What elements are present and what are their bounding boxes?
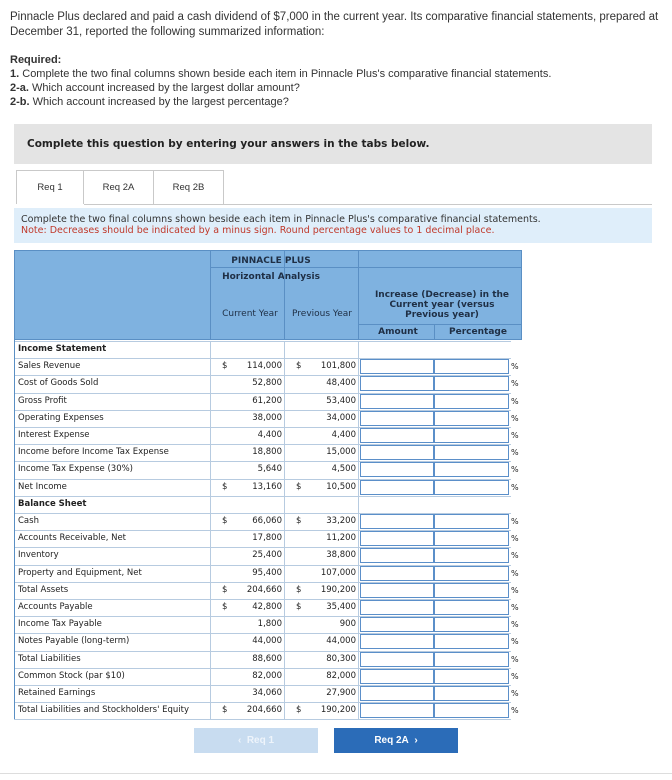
previous-year-value: 35,400 xyxy=(326,602,356,612)
percent-sign: % xyxy=(511,431,519,440)
row-label: Property and Equipment, Net xyxy=(18,567,142,578)
percent-sign: % xyxy=(511,706,519,716)
percentage-input[interactable] xyxy=(434,359,509,374)
percent-sign: % xyxy=(511,620,519,630)
current-year-value: 4,400 xyxy=(257,430,282,440)
col-current-year: Current Year xyxy=(222,309,278,319)
percentage-input[interactable] xyxy=(434,480,509,495)
header-divider xyxy=(210,267,522,268)
previous-year-value: 10,500 xyxy=(326,481,356,492)
percent-sign: % xyxy=(511,517,519,526)
percentage-input[interactable] xyxy=(434,634,509,649)
percentage-input[interactable] xyxy=(434,514,509,529)
percent-sign: % xyxy=(511,396,519,406)
percentage-input[interactable] xyxy=(434,583,509,598)
current-year-value: 88,600 xyxy=(252,653,282,664)
required-text: Which account increased by the largest percentage? xyxy=(29,96,289,108)
previous-year-value: 4,400 xyxy=(331,430,356,440)
amount-input[interactable] xyxy=(360,686,434,701)
row-label: Income Tax Expense (30%) xyxy=(18,464,134,475)
previous-year-value: 190,200 xyxy=(320,705,356,716)
previous-year-value: 27,900 xyxy=(326,688,356,698)
tab-req-2b[interactable]: Req 2B xyxy=(154,170,224,204)
percent-sign: % xyxy=(511,654,519,664)
required-num: 2-b. xyxy=(10,96,30,108)
required-num: 1. xyxy=(10,68,20,80)
percentage-input[interactable] xyxy=(434,652,509,667)
amount-input[interactable] xyxy=(360,548,434,563)
previous-year-value: 53,400 xyxy=(326,395,356,406)
percentage-input[interactable] xyxy=(434,376,509,391)
row-divider xyxy=(14,719,511,720)
current-year-value: 204,660 xyxy=(246,584,282,595)
amount-input[interactable] xyxy=(360,617,434,632)
percent-sign: % xyxy=(511,689,519,698)
next-button-label: Req 2A xyxy=(374,735,409,746)
amount-input[interactable] xyxy=(360,514,434,529)
section-balance-sheet: Balance Sheet xyxy=(18,498,87,509)
dollar-sign: $ xyxy=(296,481,302,492)
previous-year-value: 15,000 xyxy=(326,447,356,458)
row-label: Sales Revenue xyxy=(18,361,81,372)
header-divider xyxy=(210,250,211,340)
amount-input[interactable] xyxy=(360,376,434,391)
row-label: Total Liabilities xyxy=(18,653,81,664)
previous-year-value: 11,200 xyxy=(326,533,356,544)
previous-year-value: 34,000 xyxy=(326,412,356,423)
percentage-input[interactable] xyxy=(434,411,509,426)
instruction-text: Complete the two final columns shown beside each item in Pinnacle Plus's comparative financial statements. xyxy=(21,214,541,225)
previous-year-value: 101,800 xyxy=(320,361,356,372)
row-label: Notes Payable (long-term) xyxy=(18,636,130,647)
percent-sign: % xyxy=(511,482,519,492)
amount-input[interactable] xyxy=(360,634,434,649)
row-label: Retained Earnings xyxy=(18,688,96,698)
amount-input[interactable] xyxy=(360,703,434,718)
header-divider xyxy=(358,250,359,340)
percent-sign: % xyxy=(511,534,519,544)
table-header xyxy=(14,250,522,340)
amount-input[interactable] xyxy=(360,428,434,443)
percentage-input[interactable] xyxy=(434,703,509,718)
report-subtitle: Horizontal Analysis xyxy=(222,272,320,282)
required-num: 2-a. xyxy=(10,82,29,94)
column-divider xyxy=(358,341,359,719)
previous-year-value: 33,200 xyxy=(326,516,356,526)
required-item-2b xyxy=(10,95,551,109)
current-year-value: 66,060 xyxy=(252,516,282,526)
tab-req-2a[interactable]: Req 2A xyxy=(84,170,154,204)
dollar-sign: $ xyxy=(296,584,302,595)
row-label: Income Tax Payable xyxy=(18,619,102,630)
current-year-value: 42,800 xyxy=(252,602,282,612)
problem-intro: Pinnacle Plus declared and paid a cash dividend of $7,000 in the current year. Its comparative financial statements, prepared at December 31, reported the following summarized information: xyxy=(10,11,659,38)
required-text: Which account increased by the largest dollar amount? xyxy=(28,82,300,94)
section-income-statement: Income Statement xyxy=(18,344,107,354)
row-label: Total Liabilities and Stockholders' Equity xyxy=(18,705,190,716)
amount-input[interactable] xyxy=(360,480,434,495)
dollar-sign: $ xyxy=(222,705,228,716)
previous-year-value: 82,000 xyxy=(326,670,356,681)
current-year-value: 82,000 xyxy=(252,670,282,681)
amount-input[interactable] xyxy=(360,411,434,426)
chevron-left-icon: ‹ xyxy=(237,735,247,746)
row-divider xyxy=(14,341,511,342)
row-label: Accounts Payable xyxy=(18,602,93,612)
percentage-input[interactable] xyxy=(434,600,509,615)
current-year-value: 61,200 xyxy=(252,395,282,406)
percent-sign: % xyxy=(511,585,519,595)
amount-input[interactable] xyxy=(360,566,434,581)
percentage-input[interactable] xyxy=(434,548,509,563)
dollar-sign: $ xyxy=(296,361,302,372)
amount-input[interactable] xyxy=(360,445,434,460)
row-label: Accounts Receivable, Net xyxy=(18,533,127,544)
column-divider xyxy=(210,341,211,719)
previous-year-value: 80,300 xyxy=(326,653,356,664)
prev-button-label: Req 1 xyxy=(246,735,275,746)
current-year-value: 44,000 xyxy=(252,636,282,647)
amount-input[interactable] xyxy=(360,359,434,374)
col-percentage: Percentage xyxy=(449,327,507,337)
percentage-input[interactable] xyxy=(434,617,509,632)
row-label: Interest Expense xyxy=(18,430,90,440)
row-divider xyxy=(14,496,511,497)
row-label: Common Stock (par $10) xyxy=(18,670,125,681)
percentage-input[interactable] xyxy=(434,462,509,477)
tab-bar xyxy=(16,170,224,204)
required-item-1 xyxy=(10,67,551,81)
current-year-value: 25,400 xyxy=(252,550,282,561)
col-amount: Amount xyxy=(378,327,418,337)
prev-tab-button[interactable] xyxy=(194,728,318,753)
percentage-input[interactable] xyxy=(434,566,509,581)
percent-sign: % xyxy=(511,362,519,372)
col-previous-year: Previous Year xyxy=(292,309,352,319)
current-year-value: 38,000 xyxy=(252,412,282,423)
row-label: Cost of Goods Sold xyxy=(18,378,99,389)
row-label: Net Income xyxy=(18,481,67,492)
amount-input[interactable] xyxy=(360,462,434,477)
amount-input[interactable] xyxy=(360,531,434,546)
previous-year-value: 107,000 xyxy=(320,567,356,578)
current-year-value: 17,800 xyxy=(252,533,282,544)
table-border xyxy=(14,250,15,719)
page-bottom-divider xyxy=(0,773,672,774)
answer-banner: Complete this question by entering your answers in the tabs below. xyxy=(14,124,652,164)
percent-sign: % xyxy=(511,465,519,475)
row-label: Total Assets xyxy=(18,584,69,595)
row-label: Income before Income Tax Expense xyxy=(18,447,169,458)
current-year-value: 52,800 xyxy=(252,378,282,389)
current-year-value: 114,000 xyxy=(246,361,282,372)
dollar-sign: $ xyxy=(222,602,228,612)
percent-sign: % xyxy=(511,379,519,389)
amount-input[interactable] xyxy=(360,583,434,598)
col-increase-decrease: Increase (Decrease) in the Current year (versus Previous year) xyxy=(374,290,510,320)
percent-sign: % xyxy=(511,413,519,423)
current-year-value: 95,400 xyxy=(252,567,282,578)
current-year-value: 13,160 xyxy=(252,481,282,492)
dollar-sign: $ xyxy=(296,602,302,612)
tab-divider xyxy=(84,204,652,205)
instructions-box xyxy=(14,208,652,243)
instruction-note: Note: Decreases should be indicated by a minus sign. Round percentage values to 1 decimal place. xyxy=(21,225,495,236)
row-label: Operating Expenses xyxy=(18,412,104,423)
dollar-sign: $ xyxy=(222,516,228,526)
dollar-sign: $ xyxy=(222,584,228,595)
percentage-input[interactable] xyxy=(434,531,509,546)
row-label: Inventory xyxy=(18,550,59,561)
previous-year-value: 48,400 xyxy=(326,378,356,389)
row-label: Cash xyxy=(18,516,39,526)
required-text: Complete the two final columns shown beside each item in Pinnacle Plus's comparative financial statements. xyxy=(19,68,552,80)
header-divider xyxy=(284,250,285,340)
previous-year-value: 900 xyxy=(339,619,356,630)
header-divider xyxy=(358,324,522,325)
dollar-sign: $ xyxy=(222,361,228,372)
previous-year-value: 4,500 xyxy=(331,464,356,475)
percent-sign: % xyxy=(511,551,519,561)
amount-input[interactable] xyxy=(360,394,434,409)
required-section xyxy=(10,53,551,109)
current-year-value: 204,660 xyxy=(246,705,282,716)
percent-sign: % xyxy=(511,448,519,458)
percentage-input[interactable] xyxy=(434,445,509,460)
percentage-input[interactable] xyxy=(434,686,509,701)
required-heading: Required: xyxy=(10,54,62,66)
amount-input[interactable] xyxy=(360,669,434,684)
current-year-value: 1,800 xyxy=(257,619,282,630)
dollar-sign: $ xyxy=(222,481,228,492)
percent-sign: % xyxy=(511,637,519,647)
previous-year-value: 38,800 xyxy=(326,550,356,561)
dollar-sign: $ xyxy=(296,705,302,716)
previous-year-value: 190,200 xyxy=(320,584,356,595)
required-item-2a xyxy=(10,81,551,95)
chevron-right-icon: › xyxy=(408,735,418,746)
column-divider xyxy=(284,341,285,719)
previous-year-value: 44,000 xyxy=(326,636,356,647)
tab-req-1[interactable]: Req 1 xyxy=(16,170,84,204)
current-year-value: 34,060 xyxy=(252,688,282,698)
percent-sign: % xyxy=(511,603,519,612)
current-year-value: 18,800 xyxy=(252,447,282,458)
percentage-input[interactable] xyxy=(434,428,509,443)
percentage-input[interactable] xyxy=(434,669,509,684)
next-tab-button[interactable] xyxy=(334,728,458,753)
current-year-value: 5,640 xyxy=(257,464,282,475)
percentage-input[interactable] xyxy=(434,394,509,409)
amount-input[interactable] xyxy=(360,652,434,667)
amount-input[interactable] xyxy=(360,600,434,615)
row-label: Gross Profit xyxy=(18,395,67,406)
percent-sign: % xyxy=(511,671,519,681)
dollar-sign: $ xyxy=(296,516,302,526)
company-name: PINNACLE PLUS xyxy=(231,256,311,266)
percent-sign: % xyxy=(511,568,519,578)
header-divider xyxy=(434,324,435,340)
